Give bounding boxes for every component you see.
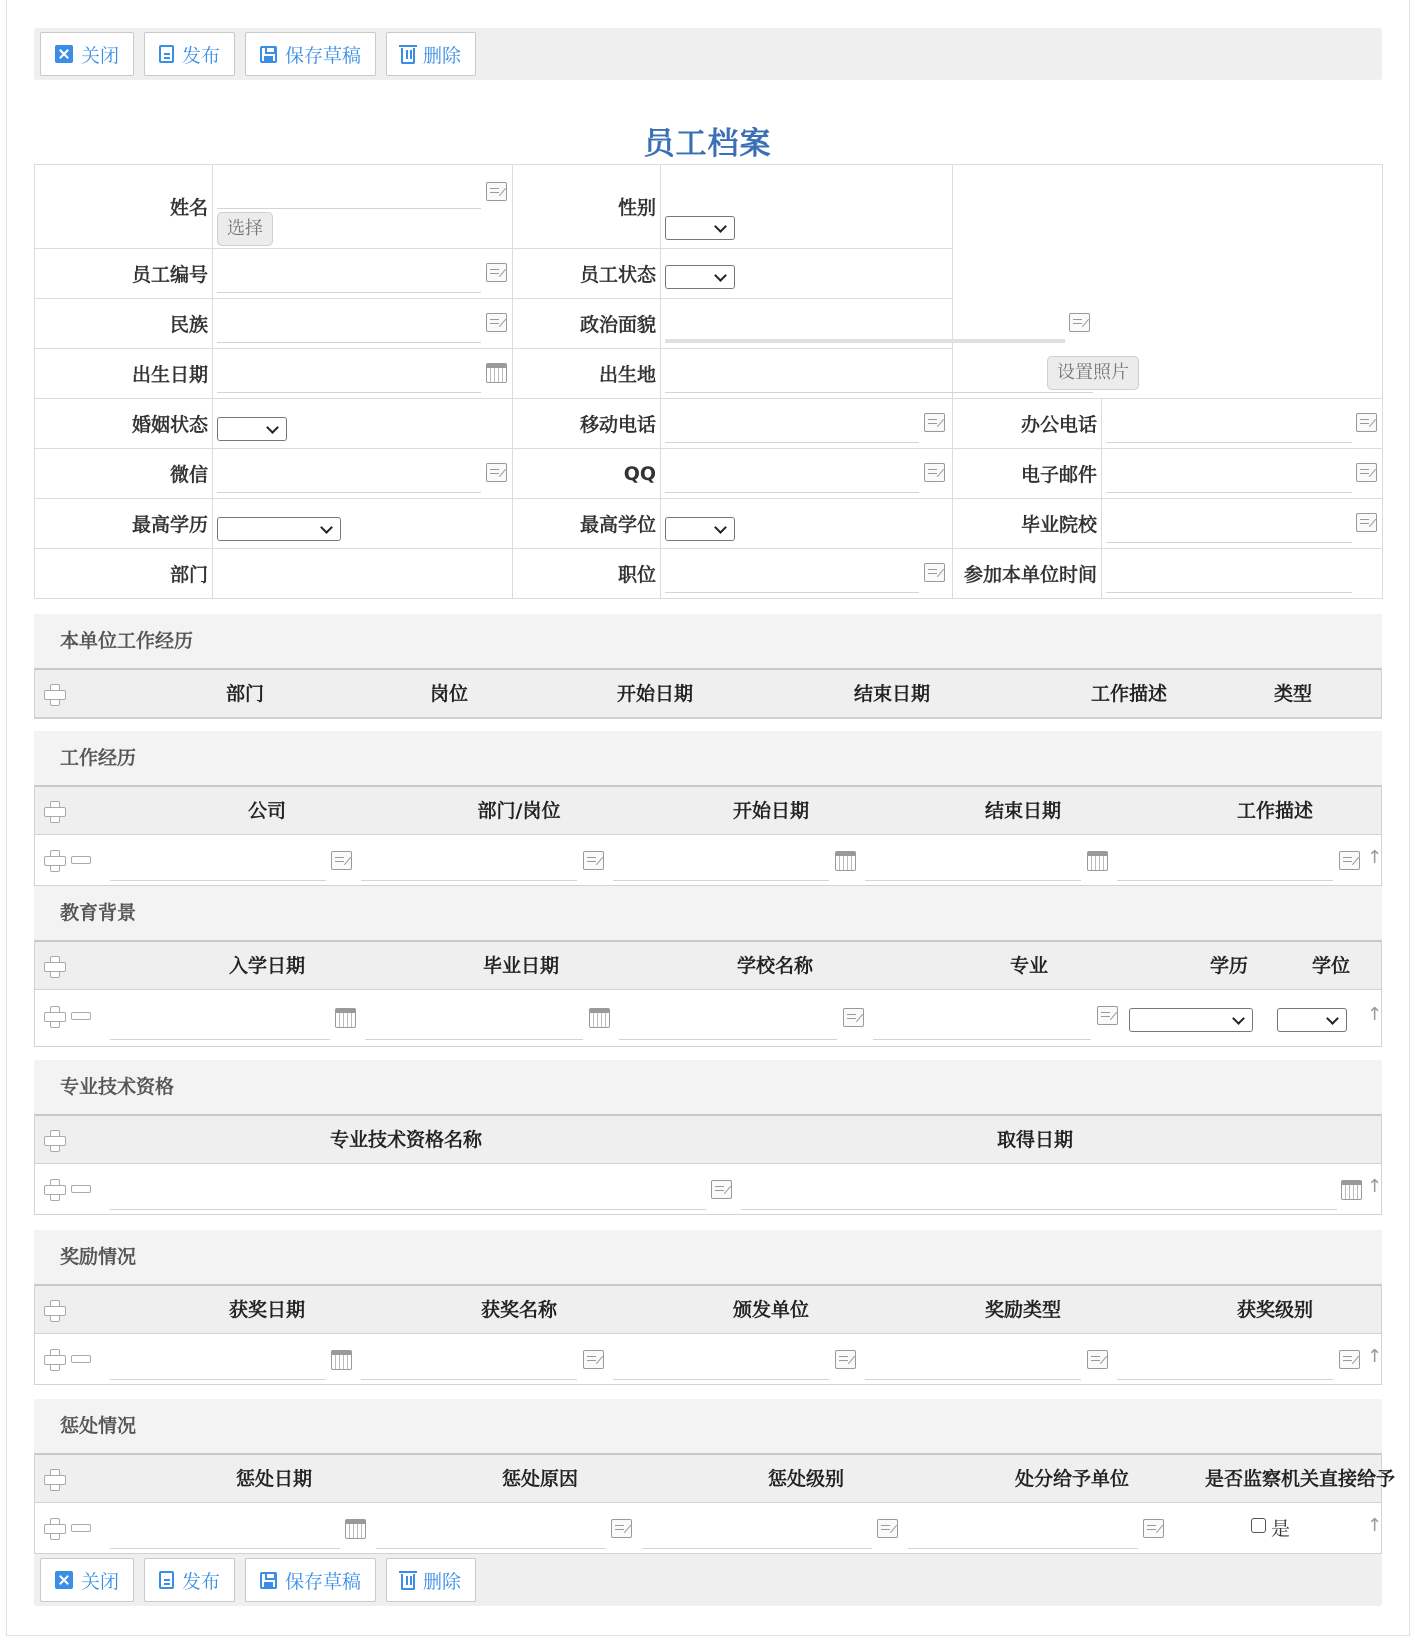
save-draft-label: 保存草稿 xyxy=(285,1570,362,1593)
calendar-icon[interactable] xyxy=(331,1350,352,1370)
edit-icon[interactable] xyxy=(1087,1350,1108,1369)
calendar-icon[interactable] xyxy=(1341,1180,1362,1200)
close-label: 关闭 xyxy=(81,1570,120,1593)
trash-icon xyxy=(401,48,415,64)
section-title: 本单位工作经历 xyxy=(34,614,1382,668)
birth-place-input[interactable] xyxy=(665,392,1093,393)
edit-icon[interactable] xyxy=(835,1350,856,1369)
close-label: 关闭 xyxy=(81,44,120,67)
emp-status-select[interactable] xyxy=(665,265,735,289)
add-row-icon[interactable] xyxy=(44,1300,64,1320)
add-row-icon[interactable] xyxy=(44,1518,64,1538)
office-phone-label: 办公电话 xyxy=(953,399,1102,449)
edit-icon[interactable] xyxy=(486,463,507,482)
col-header: 部门/岗位 xyxy=(477,800,561,822)
education-label: 最高学历 xyxy=(35,499,213,549)
close-icon xyxy=(55,45,73,63)
col-header: 公司 xyxy=(247,800,286,822)
award-level-input[interactable] xyxy=(1117,1379,1333,1380)
bottom-toolbar xyxy=(34,1554,1382,1606)
marital-label: 婚姻状态 xyxy=(35,399,213,449)
col-header: 开始日期 xyxy=(616,683,693,705)
award-type-input[interactable] xyxy=(865,1379,1081,1380)
add-row-icon[interactable] xyxy=(44,1006,64,1026)
publish-label: 发布 xyxy=(182,1570,221,1593)
edit-icon[interactable] xyxy=(924,563,945,582)
save-draft-label: 保存草稿 xyxy=(285,44,362,67)
degree-select[interactable] xyxy=(1277,1008,1347,1032)
dept-post-input[interactable] xyxy=(361,880,577,881)
section-punishment xyxy=(34,1399,1395,1554)
col-header: 获奖级别 xyxy=(1236,1299,1313,1321)
delete-label: 删除 xyxy=(423,1570,462,1593)
gender-select[interactable] xyxy=(665,216,735,240)
col-header: 类型 xyxy=(1273,683,1312,705)
add-row-icon[interactable] xyxy=(44,956,64,976)
edit-icon[interactable] xyxy=(583,1350,604,1369)
emp-no-label: 员工编号 xyxy=(35,249,213,299)
gender-label: 性别 xyxy=(513,165,661,249)
major-input[interactable] xyxy=(873,1039,1091,1040)
edit-icon[interactable] xyxy=(924,413,945,432)
section-work xyxy=(34,731,1382,886)
emp-no-input[interactable] xyxy=(217,292,481,293)
punish-date-input[interactable] xyxy=(110,1548,340,1549)
col-header: 专业 xyxy=(1009,955,1048,977)
col-header: 惩处原因 xyxy=(501,1468,578,1490)
col-header: 是否监察机关直接给予 xyxy=(1204,1468,1395,1490)
ethnicity-input[interactable] xyxy=(217,342,481,343)
col-header: 工作描述 xyxy=(1236,800,1313,822)
name-underline xyxy=(217,208,481,209)
move-up-icon[interactable]: ↑ xyxy=(1367,1346,1383,1367)
desc-input[interactable] xyxy=(1117,880,1333,881)
join-date-input[interactable] xyxy=(1106,592,1352,593)
email-input[interactable] xyxy=(1106,492,1352,493)
edit-icon[interactable] xyxy=(843,1008,864,1027)
birth-date-label: 出生日期 xyxy=(35,349,213,399)
close-button[interactable] xyxy=(40,1558,134,1602)
mobile-label: 移动电话 xyxy=(513,399,661,449)
publish-icon xyxy=(159,45,174,63)
col-header: 获奖名称 xyxy=(480,1299,557,1321)
checkbox-label: 是 xyxy=(1271,1518,1291,1540)
edit-icon[interactable] xyxy=(583,851,604,870)
calendar-icon[interactable] xyxy=(345,1519,366,1539)
edit-icon[interactable] xyxy=(1356,413,1377,432)
emp-status-label: 员工状态 xyxy=(513,249,661,299)
remove-row-icon[interactable] xyxy=(71,1012,91,1020)
set-photo-button[interactable]: 设置照片 xyxy=(1047,356,1139,390)
start-date-input[interactable] xyxy=(613,880,829,881)
section-qualification xyxy=(34,1060,1382,1215)
col-header: 处分给予单位 xyxy=(1014,1468,1129,1490)
col-header: 入学日期 xyxy=(228,955,305,977)
col-header: 获奖日期 xyxy=(228,1299,305,1321)
employee-form xyxy=(34,164,1383,599)
edit-icon[interactable] xyxy=(1339,1350,1360,1369)
save-draft-button[interactable] xyxy=(245,32,376,76)
edit-icon[interactable] xyxy=(1143,1519,1164,1538)
punish-unit-input[interactable] xyxy=(908,1548,1138,1549)
direct-checkbox[interactable] xyxy=(1251,1518,1266,1533)
dept-value[interactable] xyxy=(213,549,513,599)
dept-label: 部门 xyxy=(35,549,213,599)
award-date-input[interactable] xyxy=(110,1379,326,1380)
section-internal-work xyxy=(34,614,1382,719)
section-title: 工作经历 xyxy=(34,731,1382,785)
qq-label: QQ xyxy=(513,449,661,499)
col-header: 工作描述 xyxy=(1090,683,1167,705)
move-up-icon[interactable]: ↑ xyxy=(1367,1176,1383,1197)
page-title: 员工档案 xyxy=(643,126,772,162)
move-up-icon[interactable]: ↑ xyxy=(1367,847,1383,868)
close-button[interactable] xyxy=(40,32,134,76)
birth-place-label: 出生地 xyxy=(513,349,661,399)
col-header: 部门 xyxy=(225,683,264,705)
col-header: 惩处级别 xyxy=(767,1468,844,1490)
col-header: 学校名称 xyxy=(736,955,813,977)
add-row-icon[interactable] xyxy=(44,801,64,821)
obtain-date-input[interactable] xyxy=(741,1209,1337,1210)
publish-label: 发布 xyxy=(182,44,221,67)
add-row-icon[interactable] xyxy=(44,1469,64,1489)
edit-icon[interactable] xyxy=(486,313,507,332)
education-select[interactable] xyxy=(217,517,341,541)
col-header: 结束日期 xyxy=(853,683,930,705)
col-header: 毕业日期 xyxy=(482,955,559,977)
degree-select[interactable] xyxy=(665,517,735,541)
calendar-icon[interactable] xyxy=(589,1008,610,1028)
section-title: 惩处情况 xyxy=(34,1399,1382,1453)
remove-row-icon[interactable] xyxy=(71,1185,91,1193)
top-toolbar xyxy=(34,28,1382,80)
edit-icon[interactable] xyxy=(1097,1006,1118,1025)
save-icon xyxy=(260,1572,277,1589)
add-row-icon[interactable] xyxy=(44,1349,64,1369)
grad-date-input[interactable] xyxy=(365,1039,583,1040)
school-input[interactable] xyxy=(1106,542,1352,543)
delete-button[interactable] xyxy=(386,1558,476,1602)
remove-row-icon[interactable] xyxy=(71,856,91,864)
political-label: 政治面貌 xyxy=(513,299,661,349)
publish-button[interactable] xyxy=(144,1558,235,1602)
add-row-icon[interactable] xyxy=(44,1179,64,1199)
add-row-icon[interactable] xyxy=(44,850,64,870)
section-title: 奖励情况 xyxy=(34,1230,1382,1284)
delete-label: 删除 xyxy=(423,44,462,67)
edit-icon[interactable] xyxy=(1069,313,1090,332)
office-phone-input[interactable] xyxy=(1106,442,1352,443)
name-label: 姓名 xyxy=(35,165,213,249)
section-title: 专业技术资格 xyxy=(34,1060,1382,1114)
calendar-icon[interactable] xyxy=(835,851,856,871)
publish-icon xyxy=(159,1571,174,1589)
col-header: 学历 xyxy=(1209,955,1248,977)
col-header: 奖励类型 xyxy=(984,1299,1061,1321)
award-name-input[interactable] xyxy=(361,1379,577,1380)
col-header: 专业技术资格名称 xyxy=(329,1129,482,1151)
political-input[interactable] xyxy=(665,339,1065,343)
mobile-input[interactable] xyxy=(665,442,919,443)
edit-icon[interactable] xyxy=(331,851,352,870)
col-header: 结束日期 xyxy=(984,800,1061,822)
section-education xyxy=(34,886,1382,1047)
edit-icon[interactable] xyxy=(711,1180,732,1199)
add-row-icon[interactable] xyxy=(44,1130,64,1150)
edit-icon[interactable] xyxy=(877,1519,898,1538)
save-icon xyxy=(260,46,277,63)
delete-button[interactable] xyxy=(386,32,476,76)
position-input[interactable] xyxy=(665,592,919,593)
select-button[interactable]: 选择 xyxy=(217,212,273,246)
col-header: 颁发单位 xyxy=(732,1299,809,1321)
birth-date-input[interactable] xyxy=(217,392,481,393)
trash-icon xyxy=(401,1574,415,1590)
close-icon xyxy=(55,1571,73,1589)
email-label: 电子邮件 xyxy=(953,449,1102,499)
calendar-icon[interactable] xyxy=(335,1008,356,1028)
punish-level-input[interactable] xyxy=(642,1548,872,1549)
degree-label: 最高学位 xyxy=(513,499,661,549)
col-header: 开始日期 xyxy=(732,800,809,822)
join-date-label: 参加本单位时间 xyxy=(953,549,1102,599)
remove-row-icon[interactable] xyxy=(71,1524,91,1532)
wechat-input[interactable] xyxy=(217,492,481,493)
calendar-icon[interactable] xyxy=(1087,851,1108,871)
edit-icon[interactable] xyxy=(1356,463,1377,482)
edit-icon[interactable] xyxy=(486,263,507,282)
save-draft-button[interactable] xyxy=(245,1558,376,1602)
issuer-input[interactable] xyxy=(613,1379,829,1380)
col-header: 岗位 xyxy=(429,683,468,705)
enroll-date-input[interactable] xyxy=(110,1039,330,1040)
school-name-input[interactable] xyxy=(619,1039,837,1040)
calendar-icon[interactable] xyxy=(486,363,507,383)
end-date-input[interactable] xyxy=(865,880,1081,881)
edit-icon[interactable] xyxy=(924,463,945,482)
edu-level-select[interactable] xyxy=(1129,1008,1253,1032)
col-header: 学位 xyxy=(1311,955,1350,977)
edit-icon[interactable] xyxy=(611,1519,632,1538)
edit-icon[interactable] xyxy=(1356,513,1377,532)
col-header: 惩处日期 xyxy=(235,1468,312,1490)
company-input[interactable] xyxy=(110,880,326,881)
edit-icon[interactable] xyxy=(486,182,507,201)
publish-button[interactable] xyxy=(144,32,235,76)
add-row-icon[interactable] xyxy=(44,684,64,704)
ethnicity-label: 民族 xyxy=(35,299,213,349)
marital-select[interactable] xyxy=(217,417,287,441)
wechat-label: 微信 xyxy=(35,449,213,499)
section-awards xyxy=(34,1230,1382,1385)
edit-icon[interactable] xyxy=(1339,851,1360,870)
col-header: 取得日期 xyxy=(996,1129,1073,1151)
qual-name-input[interactable] xyxy=(110,1209,706,1210)
position-label: 职位 xyxy=(513,549,661,599)
section-title: 教育背景 xyxy=(34,886,1382,940)
qq-input[interactable] xyxy=(665,492,919,493)
move-up-icon[interactable]: ↑ xyxy=(1367,1515,1383,1536)
punish-reason-input[interactable] xyxy=(376,1548,606,1549)
move-up-icon[interactable]: ↑ xyxy=(1367,1004,1383,1025)
remove-row-icon[interactable] xyxy=(71,1355,91,1363)
school-label: 毕业院校 xyxy=(953,499,1102,549)
